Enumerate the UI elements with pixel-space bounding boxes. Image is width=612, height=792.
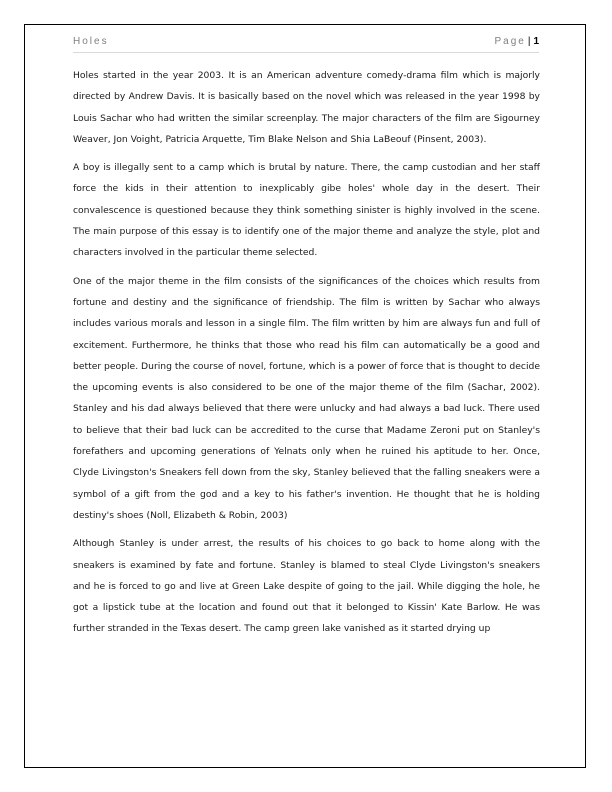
header-separator: |	[527, 36, 531, 47]
header-page-number: 1	[533, 36, 539, 47]
header-title: Holes	[73, 36, 109, 47]
header-page-label: Page	[494, 36, 526, 47]
page-header	[73, 36, 539, 53]
paragraph-fate: Although Stanley is under arrest, the results of his choices to go back to home along with the sneakers is examined by fate and fortune. Stanley is blamed to steal Clyde Livingston's sneakers and he is forced to go and live at Green Lake despite of going to the jail. While digging the hole, he got a lipstick tube at the location and found out that it belonged to Kissin' Kate Barlow. He was further stranded in the Texas desert. The camp green lake vanished as it started drying up	[73, 538, 540, 635]
paragraph-plot: A boy is illegally sent to a camp which is brutal by nature. There, the camp custodian and her staff force the kids in their attention to inexplicably gibe holes' whole day in the desert. Their convalescence is questioned because they think something sinister is highly involved in the scene. The main purpose of this essay is to identify one of the major theme and analyze the style, plot and characters involved in the particular theme selected.	[73, 162, 540, 259]
paragraph-theme: One of the major theme in the film consists of the significances of the choices which results from fortune and destiny and the significance of friendship. The film is written by Sachar who always includes various morals and lesson in a single film. The film written by him are always fun and full of excitement. Furthermore, he thinks that those who read his film can automatically be a good and better people. During the course of novel, fortune, which is a power of force that is thought to decide the upcoming events is also considered to be one of the major theme of the film (Sachar, 2002). Stanley and his dad always believed that there were unlucky and had always a bad luck. There used to believe that their bad luck can be accredited to the curse that Madame Zeroni put on Stanley's forefathers and upcoming generations of Yelnats only when he ruined his aptitude to her. Once, Clyde Livingston's Sneakers fell down from the sky, Stanley believed that the falling sneakers were a symbol of a gift from the god and a key to his father's invention. He thought that he is holding destiny's shoes (Noll, Elizabeth & Robin, 2003)	[73, 275, 540, 521]
header-page-info	[494, 36, 539, 47]
paragraph-intro: Holes started in the year 2003. It is an American adventure comedy-drama film which is majorly directed by Andrew Davis. It is basically based on the novel which was released in the year 1998 by Louis Sachar who had written the similar screenplay. The major characters of the film are Sigourney Weaver, Jon Voight, Patricia Arquette, Tim Blake Nelson and Shia LaBeouf (Pinsent, 2003).	[73, 70, 540, 145]
document-body	[73, 65, 540, 647]
